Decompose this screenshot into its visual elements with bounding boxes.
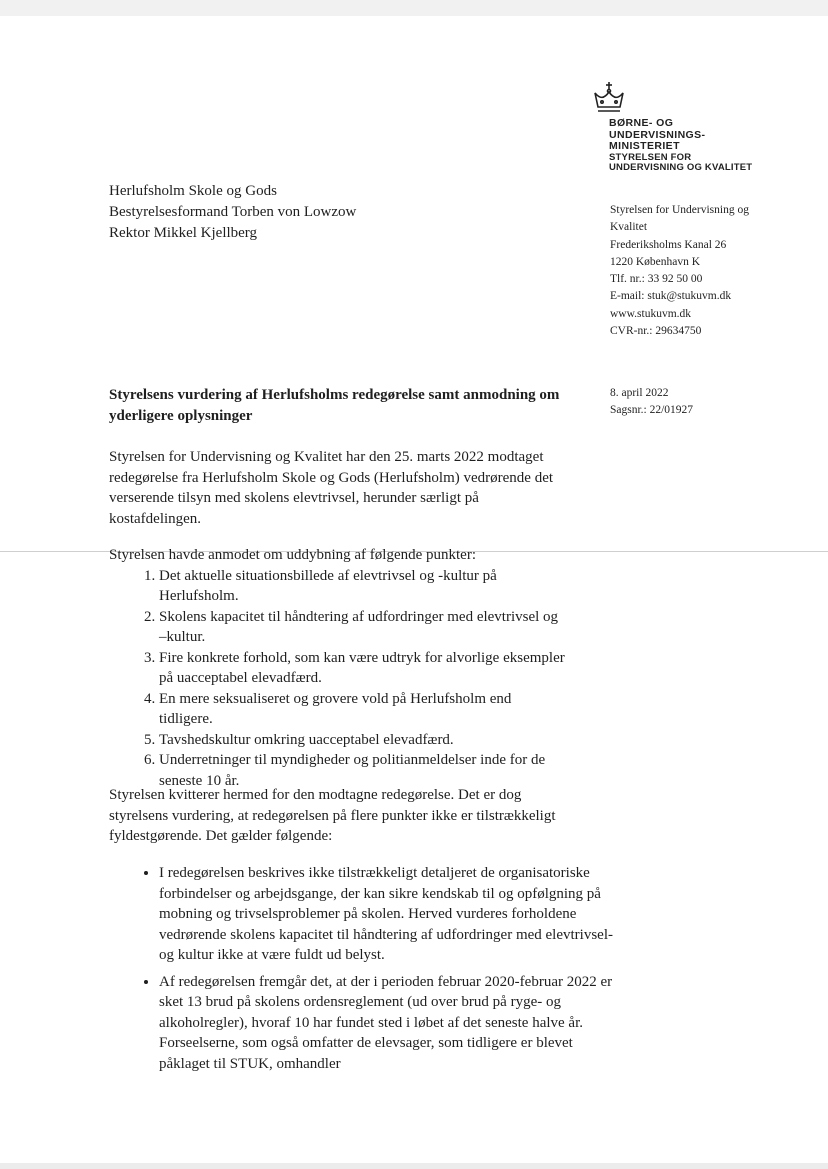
scan-edge-bottom (0, 1163, 828, 1169)
logo-line: UNDERVISNING OG KVALITET (609, 162, 753, 173)
letter-meta (610, 385, 810, 419)
recipient-line: Bestyrelsesformand Torben von Lowzow (109, 204, 357, 220)
numbered-list (109, 566, 565, 792)
logo-line: UNDERVISNINGS- (609, 128, 706, 141)
list-item: 3. Fire konkrete forhold, som kan være udtryk for alvorlige eksempler på uacceptabel elevadfærd. (159, 648, 565, 689)
list-item: 2. Skolens kapacitet til håndtering af udfordringer med elevtrivsel og –kultur. (159, 607, 565, 648)
sender-line: CVR-nr.: 29634750 (610, 325, 702, 338)
letter-subject: Styrelsens vurdering af Herlufsholms redegørelse samt anmodning om yderligere oplysninger (109, 387, 560, 424)
paragraph-text: Styrelsen havde anmodet om uddybning af følgende punkter: (109, 547, 476, 563)
sender-website: www.stukuvm.dk (610, 307, 692, 320)
sender-line: Styrelsen for Undervisning og (610, 204, 749, 216)
logo-line: STYRELSEN FOR (609, 151, 692, 163)
sender-email: E-mail: stuk@stukuvm.dk (610, 290, 732, 303)
list-item: • I redegørelsen beskrives ikke tilstrækkeligt detaljeret de organisatoriske forbindelser og arbejdsgange, der kan sikre kendskab til og opfølgning på mobning og trivselsproblemer på skolen. Herved vurderes forholdene vedrørende skolens kapacitet til håndtering af udfordringer med elevtrivsel- og kultur ikke at være fuldt ud belyst. (159, 863, 615, 966)
sender-address (610, 202, 810, 340)
paragraph-intro (109, 447, 565, 529)
recipient-line: Rektor Mikkel Kjellberg (109, 225, 258, 241)
crown-icon (591, 80, 627, 116)
ministry-logo (609, 118, 809, 174)
paragraph-text: Styrelsen kvitterer hermed for den modtagne redegørelse. Det er dog styrelsens vurdering, at redegørelsen på flere punkter ikke er tilstrækkeligt fyldestgørende. Det gælder følgende: (109, 787, 556, 844)
paragraph-text: Styrelsen for Undervisning og Kvalitet har den 25. marts 2022 modtaget redegørelse fra Herlufsholm Skole og Gods (Herlufsholm) vedrørende det verserende tilsyn med skolens elevtrivsel, herunder særligt på kostafdelingen. (109, 449, 554, 527)
sender-line: 1220 København K (610, 255, 701, 268)
list-item: 1. Det aktuelle situationsbillede af elevtrivsel og -kultur på Herlufsholm. (159, 566, 565, 607)
bullet-list (109, 863, 615, 1080)
letter-date: 8. april 2022 (610, 387, 669, 399)
paragraph-assessment (109, 785, 565, 847)
list-item: 4. En mere seksualiseret og grovere vold på Herlufsholm end tidligere. (159, 689, 565, 730)
sender-line: Kvalitet (610, 221, 648, 234)
paragraph-points (109, 545, 565, 791)
sender-line: Frederiksholms Kanal 26 (610, 238, 727, 251)
list-item: • Af redegørelsen fremgår det, at der i perioden februar 2020-februar 2022 er sket 13 brud på skolens ordensreglement (ud over brud på ryge- og alkoholregler), hvoraf 10 har fundet sted i løbet af det seneste halve år. Forseelserne, som også omfatter de elevsager, som tidligere er blevet påklaget til STUK, omhandler (159, 972, 615, 1075)
case-number: Sagsnr.: 22/01927 (610, 404, 694, 416)
logo-line: BØRNE- OG (609, 117, 674, 129)
logo-line: MINISTERIET (609, 140, 680, 152)
sender-line: Tlf. nr.: 33 92 50 00 (610, 273, 703, 286)
recipient-line: Herlufsholm Skole og Gods (109, 183, 277, 199)
scan-edge-top (0, 0, 828, 16)
recipient-address (109, 181, 356, 244)
list-item: 6. Underretninger til myndigheder og politianmeldelser inde for de seneste 10 år. (159, 750, 565, 791)
list-item: 5. Tavshedskultur omkring uacceptabel elevadfærd. (159, 730, 565, 751)
